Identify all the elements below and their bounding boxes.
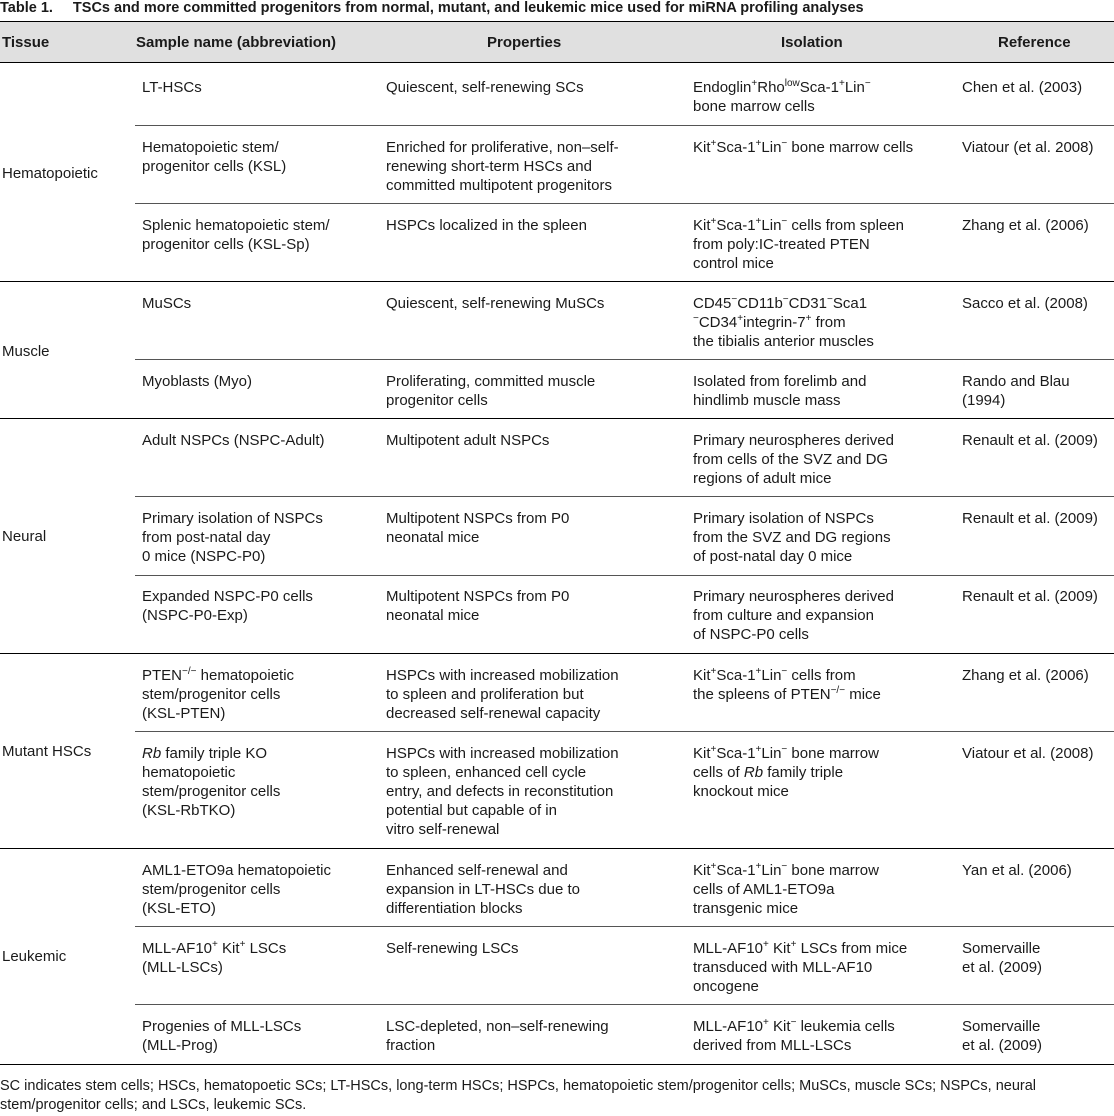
row-0-isolation: Endoglin+Rho$^{low}$Sca-1+Lin− bone marrow cells <box>693 78 871 115</box>
header-rule <box>0 62 1114 63</box>
header-isolation: Isolation <box>781 34 843 51</box>
row-9-sample: Rb family triple KO hematopoietic stem/progenitor cells (KSL-RbTKO) <box>142 745 281 819</box>
row-0-sample: LT-HSCs <box>142 79 202 96</box>
tissue-leukemic: Leukemic <box>2 948 67 965</box>
row-2-sample: Splenic hematopoietic stem/ progenitor cells (KSL-Sp) <box>142 217 330 253</box>
row-0-reference: Chen et al. (2003) <box>962 79 1083 96</box>
row-8-reference: Zhang et al. (2006) <box>962 667 1089 684</box>
bottom-rule <box>0 1064 1114 1065</box>
header-tissue: Tissue <box>2 34 50 51</box>
row-7-properties: Multipotent NSPCs from P0 neonatal mice <box>386 588 570 624</box>
row-3-isolation: CD45−CD11b−CD31−Sca1 −CD34+integrin-7+ from the tibialis anterior muscles <box>693 294 874 350</box>
row-10-sample: AML1-ETO9a hematopoietic stem/progenitor cells (KSL-ETO) <box>142 862 331 917</box>
row-0-properties: Quiescent, self-renewing SCs <box>386 79 584 96</box>
row-10-isolation: Kit+Sca-1+Lin− bone marrow cells of AML1-ETO9a transgenic mice <box>693 861 879 917</box>
header-reference: Reference <box>998 34 1071 51</box>
row-11-properties: Self-renewing LSCs <box>386 940 519 957</box>
row-2-isolation: Kit+Sca-1+Lin− cells from spleen from poly:IC-treated PTEN control mice <box>693 216 904 272</box>
row-7-isolation: Primary neurospheres derived from culture and expansion of NSPC-P0 cells <box>693 588 894 643</box>
row-12-properties: LSC-depleted, non–self-renewing fraction <box>386 1018 609 1054</box>
row-10-reference: Yan et al. (2006) <box>962 862 1072 879</box>
row-divider <box>135 125 1114 126</box>
row-divider <box>135 203 1114 204</box>
row-5-sample: Adult NSPCs (NSPC-Adult) <box>142 432 325 449</box>
row-12-reference: Somervaille et al. (2009) <box>962 1018 1043 1054</box>
row-10-properties: Enhanced self-renewal and expansion in LT-HSCs due to differentiation blocks <box>386 862 580 917</box>
row-3-sample: MuSCs <box>142 295 192 312</box>
row-12-isolation: MLL-AF10+ Kit− leukemia cells derived from MLL-LSCs <box>693 1017 895 1054</box>
row-11-isolation: MLL-AF10+ Kit+ LSCs from mice transduced with MLL-AF10 oncogene <box>693 939 908 995</box>
row-4-properties: Proliferating, committed muscle progenitor cells <box>386 373 596 409</box>
row-divider <box>135 731 1114 732</box>
header-properties: Properties <box>487 34 562 51</box>
tissue-neural: Neural <box>2 528 47 545</box>
row-4-isolation: Isolated from forelimb and hindlimb muscle mass <box>693 373 867 409</box>
table-label: Table 1. <box>0 0 53 16</box>
row-2-reference: Zhang et al. (2006) <box>962 217 1089 234</box>
row-5-reference: Renault et al. (2009) <box>962 432 1098 449</box>
row-1-isolation: Kit+Sca-1+Lin− bone marrow cells <box>693 138 914 156</box>
header-sample: Sample name (abbreviation) <box>136 34 337 51</box>
tissue-mutant-hscs: Mutant HSCs <box>2 743 92 760</box>
row-7-sample: Expanded NSPC-P0 cells (NSPC-P0-Exp) <box>142 588 313 624</box>
row-6-sample: Primary isolation of NSPCs from post-natal day 0 mice (NSPC-P0) <box>142 510 323 565</box>
row-11-reference: Somervaille et al. (2009) <box>962 940 1043 976</box>
row-6-properties: Multipotent NSPCs from P0 neonatal mice <box>386 510 570 546</box>
row-divider <box>135 359 1114 360</box>
row-divider <box>135 1004 1114 1005</box>
group-divider <box>0 848 1114 849</box>
row-6-reference: Renault et al. (2009) <box>962 510 1098 527</box>
row-8-isolation: Kit+Sca-1+Lin− cells from the spleens of PTEN−/− mice <box>693 666 881 703</box>
row-1-reference: Viatour (et al. 2008) <box>962 139 1094 156</box>
table-footnote: SC indicates stem cells; HSCs, hematopoetic SCs; LT-HSCs, long-term HSCs; HSPCs, hematopoietic stem/progenitor cells; MuSCs, muscle SCs; NSPCs, neural stem/progenitor cells; and LSCs, leukemic SCs. <box>0 1078 1037 1113</box>
tissue-muscle: Muscle <box>2 343 50 360</box>
row-1-properties: Enriched for proliferative, non–self- renewing short-term HSCs and committed multipotent progenitors <box>386 139 619 194</box>
row-9-isolation: Kit+Sca-1+Lin− bone marrow cells of Rb family triple knockout mice <box>693 744 879 800</box>
row-divider <box>135 496 1114 497</box>
row-9-reference: Viatour et al. (2008) <box>962 745 1094 762</box>
row-3-reference: Sacco et al. (2008) <box>962 295 1088 312</box>
row-divider <box>135 575 1114 576</box>
row-7-reference: Renault et al. (2009) <box>962 588 1098 605</box>
row-8-sample: PTEN−/− hematopoietic stem/progenitor cells (KSL-PTEN) <box>142 666 295 722</box>
group-divider <box>0 281 1114 282</box>
row-9-properties: HSPCs with increased mobilization to spleen, enhanced cell cycle entry, and defects in reconstitution potential but capable of in vitro self-renewal <box>386 745 619 838</box>
group-divider <box>0 418 1114 419</box>
table-title: TSCs and more committed progenitors from normal, mutant, and leukemic mice used for miRNA profiling analyses <box>72 0 864 16</box>
row-1-sample: Hematopoietic stem/ progenitor cells (KSL) <box>142 139 287 175</box>
group-divider <box>0 653 1114 654</box>
table-header <box>0 22 1114 62</box>
row-5-isolation: Primary neurospheres derived from cells of the SVZ and DG regions of adult mice <box>693 432 894 487</box>
tissue-hematopoietic: Hematopoietic <box>2 165 98 182</box>
row-5-properties: Multipotent adult NSPCs <box>386 432 550 449</box>
table-caption <box>0 0 1114 22</box>
row-divider <box>135 926 1114 927</box>
row-8-properties: HSPCs with increased mobilization to spleen and proliferation but decreased self-renewal capacity <box>386 667 619 722</box>
row-12-sample: Progenies of MLL-LSCs (MLL-Prog) <box>142 1018 302 1054</box>
row-4-sample: Myoblasts (Myo) <box>142 373 253 390</box>
row-3-properties: Quiescent, self-renewing MuSCs <box>386 295 605 312</box>
row-4-reference: Rando and Blau (1994) <box>962 373 1070 409</box>
row-2-properties: HSPCs localized in the spleen <box>386 217 587 234</box>
row-11-sample: MLL-AF10+ Kit+ LSCs (MLL-LSCs) <box>142 939 287 976</box>
row-6-isolation: Primary isolation of NSPCs from the SVZ and DG regions of post-natal day 0 mice <box>693 510 891 565</box>
